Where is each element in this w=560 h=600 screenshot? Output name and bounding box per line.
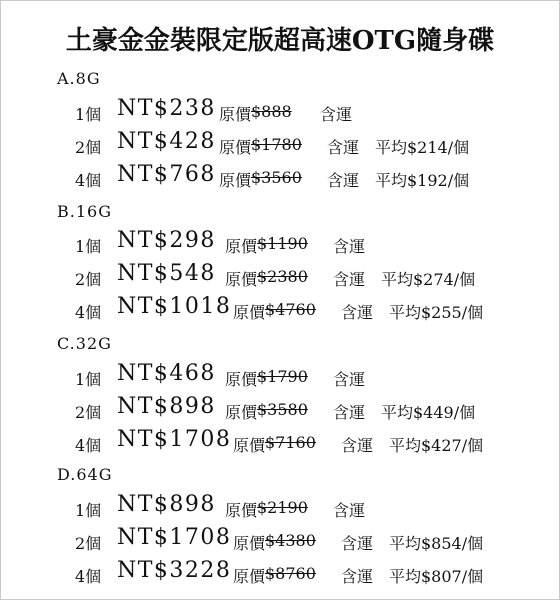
original-price: $1190 [257,234,308,253]
shipping-included: 含運 [327,171,360,190]
original-price-label: 原價 [225,270,258,289]
sale-price: NT$548 [117,261,216,286]
sale-price: NT$1708 [117,525,232,550]
average-price: 平均$807/個 [389,567,484,586]
sale-price: NT$468 [117,361,216,386]
quantity-label: 4個 [75,436,102,455]
average-price: 平均$274/個 [381,270,476,289]
original-price: $1780 [251,135,302,154]
price-row [0,558,560,588]
quantity-label: 2個 [75,270,102,289]
average-price: 平均$427/個 [389,436,484,455]
quantity-label: 1個 [75,237,102,256]
average-price: 平均$192/個 [375,171,470,190]
price-row [0,261,560,291]
section-label-8g: A.8G [57,69,101,88]
price-row [0,162,560,192]
shipping-included: 含運 [327,138,360,157]
original-price: $888 [251,102,292,121]
section-label-32g: C.32G [57,334,112,353]
sale-price: NT$1708 [117,427,232,452]
quantity-label: 2個 [75,138,102,157]
quantity-label: 2個 [75,534,102,553]
section-label-16g: B.16G [57,202,112,221]
sale-price: NT$1018 [117,294,232,319]
sale-price: NT$898 [117,492,216,517]
page-title: 土豪金金裝限定版超高速OTG隨身碟 [65,26,495,56]
sale-price: NT$238 [117,96,216,121]
price-row [0,394,560,424]
original-price: $7160 [265,433,316,452]
original-price-label: 原價 [233,303,266,322]
original-price-label: 原價 [225,237,258,256]
average-price: 平均$255/個 [389,303,484,322]
original-price: $3580 [257,400,308,419]
price-row [0,96,560,126]
shipping-included: 含運 [333,270,366,289]
price-row [0,228,560,258]
original-price-label: 原價 [233,534,266,553]
price-row [0,294,560,324]
price-row [0,492,560,522]
sale-price: NT$428 [117,129,216,154]
shipping-included: 含運 [333,403,366,422]
quantity-label: 1個 [75,370,102,389]
price-row [0,427,560,457]
original-price-label: 原價 [219,105,252,124]
shipping-included: 含運 [333,237,366,256]
original-price: $2380 [257,267,308,286]
price-row [0,361,560,391]
shipping-included: 含運 [341,534,374,553]
shipping-included: 含運 [333,370,366,389]
original-price: $4760 [265,300,316,319]
average-price: 平均$854/個 [389,534,484,553]
section-label-64g: D.64G [57,465,113,484]
sale-price: NT$298 [117,228,216,253]
average-price: 平均$449/個 [381,403,476,422]
original-price: $2190 [257,498,308,517]
sale-price: NT$3228 [117,558,232,583]
price-row [0,129,560,159]
original-price: $3560 [251,168,302,187]
original-price-label: 原價 [219,171,252,190]
shipping-included: 含運 [341,303,374,322]
original-price: $1790 [257,367,308,386]
shipping-included: 含運 [333,501,366,520]
original-price-label: 原價 [233,436,266,455]
original-price-label: 原價 [225,370,258,389]
original-price-label: 原價 [225,403,258,422]
shipping-included: 含運 [341,436,374,455]
quantity-label: 2個 [75,403,102,422]
quantity-label: 4個 [75,567,102,586]
price-row [0,525,560,555]
original-price-label: 原價 [219,138,252,157]
quantity-label: 1個 [75,501,102,520]
original-price: $4380 [265,531,316,550]
quantity-label: 4個 [75,303,102,322]
quantity-label: 4個 [75,171,102,190]
original-price-label: 原價 [225,501,258,520]
shipping-included: 含運 [320,105,353,124]
sale-price: NT$768 [117,162,216,187]
quantity-label: 1個 [75,105,102,124]
original-price: $8760 [265,564,316,583]
sale-price: NT$898 [117,394,216,419]
shipping-included: 含運 [341,567,374,586]
original-price-label: 原價 [233,567,266,586]
average-price: 平均$214/個 [375,138,470,157]
